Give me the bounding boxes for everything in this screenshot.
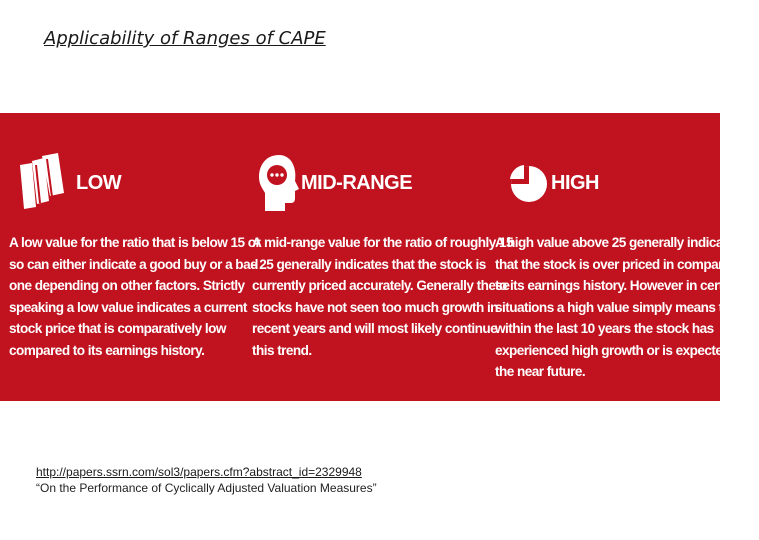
line: A mid-range value for the ratio of roughly 15 [252, 235, 514, 250]
line: situations a high value simply means that [495, 299, 742, 315]
line: recent years and will most likely continue [252, 321, 498, 336]
line: currently priced accurately. Generally these [252, 278, 510, 293]
heading-low: LOW [76, 172, 122, 194]
line: compared to its earnings history. [9, 342, 205, 358]
line: stocks have not seen too much growth in [252, 299, 498, 315]
heading-mid-range: MID-RANGE [301, 172, 413, 194]
page-title: Applicability of Ranges of CAPE [44, 28, 326, 49]
source-citation: “On the Performance of Cyclically Adjusted Valuation Measures” [36, 481, 377, 495]
line: stock price that is comparatively low [9, 321, 226, 336]
cards-icon [18, 153, 66, 215]
description-low [9, 232, 260, 361]
line: to its earnings history. However in certain [495, 278, 741, 293]
pie-chart-icon [508, 153, 550, 219]
head-thinking-icon [257, 153, 301, 219]
line: speaking a low value indicates a current [9, 299, 247, 315]
description-mid-range [252, 232, 513, 361]
line: A low value for the ratio that is below 15 or [9, 235, 261, 250]
line: the near future. [495, 364, 586, 379]
heading-high: HIGH [551, 172, 599, 194]
cape-ranges-banner [0, 113, 759, 401]
source-link[interactable]: http://papers.ssrn.com/sol3/papers.cfm?abstract_id=2329948 [36, 465, 362, 479]
line: A high value above 25 generally indicates [495, 235, 741, 250]
line: - 25 generally indicates that the stock is [252, 256, 486, 272]
line: this trend. [252, 342, 312, 358]
line: within the last 10 years the stock has [495, 321, 714, 336]
line: that the stock is over priced in comparison [495, 256, 749, 272]
line: so can either indicate a good buy or a bad [9, 256, 258, 272]
line: one depending on other factors. Strictly [9, 278, 245, 293]
line: experienced high growth or is expected to in [495, 342, 759, 358]
source-footer [36, 464, 377, 496]
description-high [495, 232, 759, 383]
